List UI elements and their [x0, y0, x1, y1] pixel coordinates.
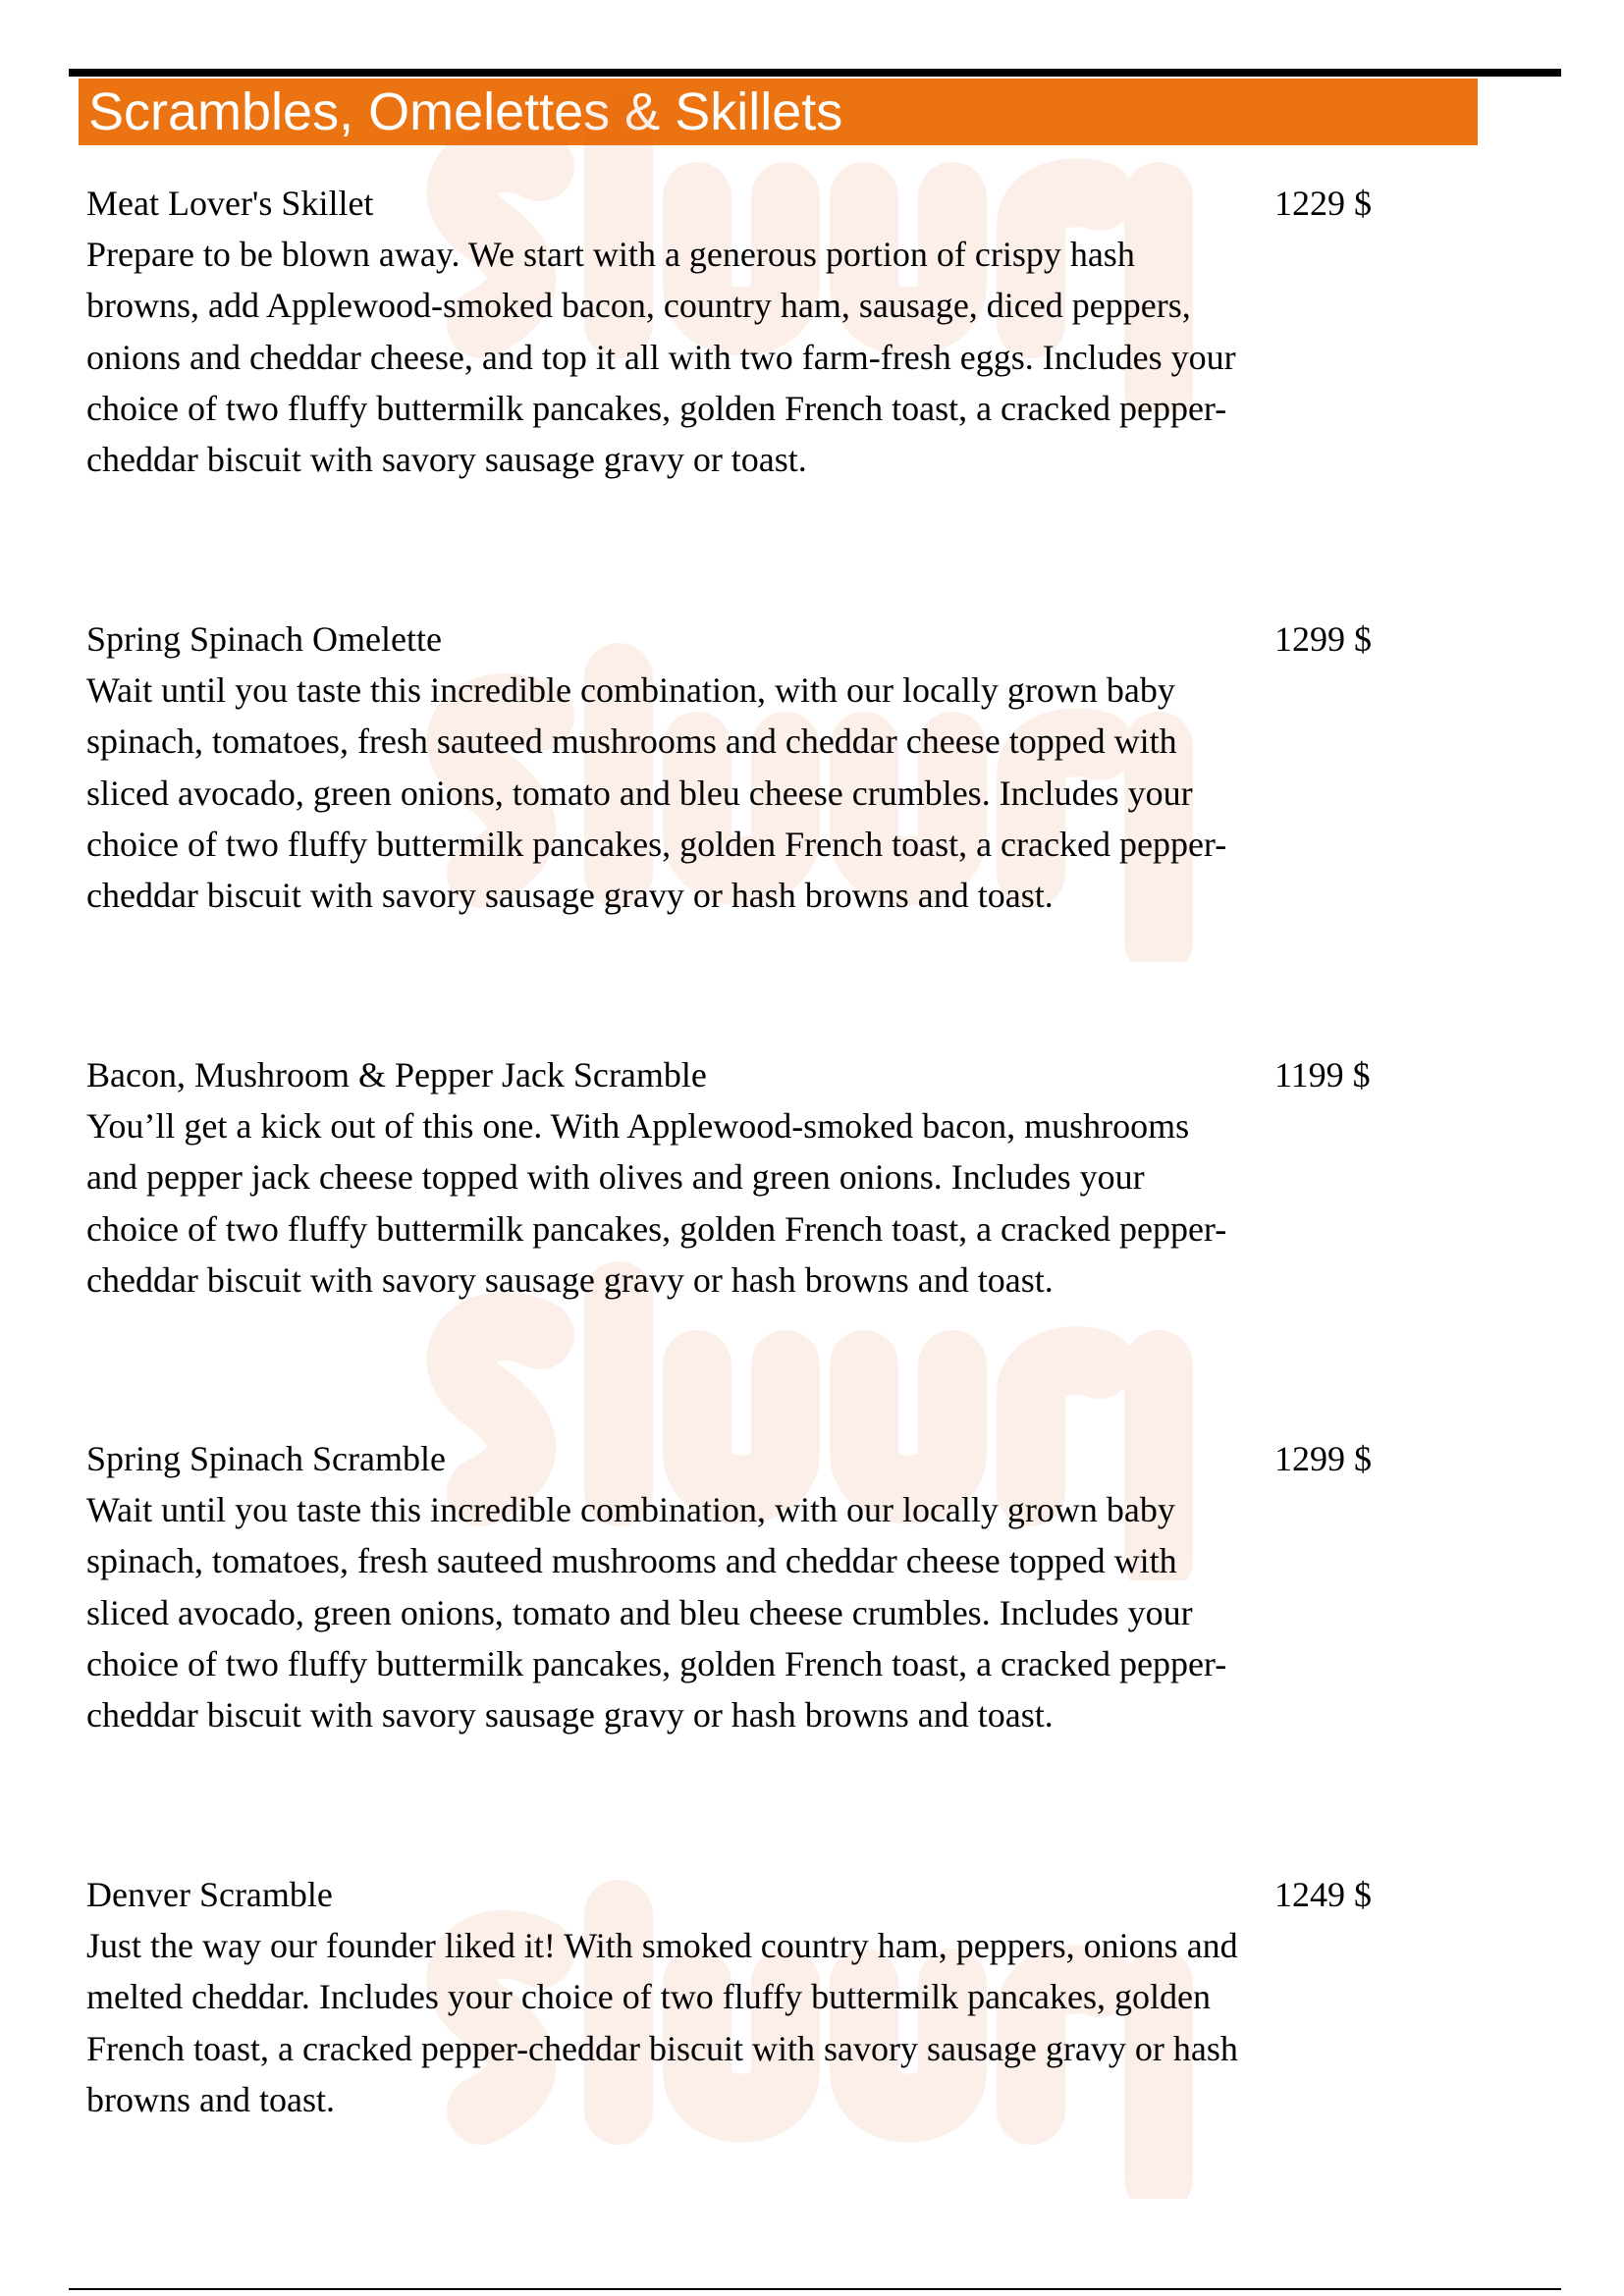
menu-item: [86, 614, 1441, 1049]
menu-item-name: Bacon, Mushroom & Pepper Jack Scramble: [86, 1055, 707, 1095]
menu-item-price: 1299 $: [1274, 619, 1372, 659]
menu-item: [86, 178, 1441, 614]
menu-item-description: Just the way our founder liked it! With smoked country ham, peppers, onions and melted cheddar. Includes your choice of two fluffy buttermilk pancakes, golden French toast, a cracked pepper-cheddar biscuit with savory sausage gravy or hash browns and toast.: [86, 1926, 1238, 2119]
bottom-rule: [69, 2288, 1561, 2290]
section-header: [79, 79, 1478, 145]
menu-item-name: Denver Scramble: [86, 1875, 333, 1914]
menu-item: [86, 1433, 1441, 1869]
menu-item-description: You’ll get a kick out of this one. With Applewood-smoked bacon, mushrooms and pepper jack cheese topped with olives and green onions. Includes your choice of two fluffy buttermilk pancakes, golden French toast, a cracked pepper-cheddar biscuit with savory sausage gravy or hash browns and toast.: [86, 1106, 1227, 1300]
menu-item-price: 1199 $: [1274, 1055, 1371, 1095]
menu-list: [86, 178, 1441, 2125]
menu-item-description: Wait until you taste this incredible combination, with our locally grown baby spinach, tomatoes, fresh sauteed mushrooms and cheddar cheese topped with sliced avocado, green onions, tomato and bleu cheese crumbles. Includes your choice of two fluffy buttermilk pancakes, golden French toast, a cracked pepper-cheddar biscuit with savory sausage gravy or hash browns and toast.: [86, 1490, 1227, 1735]
menu-item-description: Prepare to be blown away. We start with a generous portion of crispy hash browns, add Applewood-smoked bacon, country ham, sausage, diced peppers, onions and cheddar cheese, and top it all with two farm-fresh eggs. Includes your choice of two fluffy buttermilk pancakes, golden French toast, a cracked pepper-cheddar biscuit with savory sausage gravy or toast.: [86, 235, 1236, 480]
menu-item: [86, 1049, 1441, 1433]
menu-item-name: Spring Spinach Scramble: [86, 1439, 446, 1478]
menu-item-description: Wait until you taste this incredible combination, with our locally grown baby spinach, tomatoes, fresh sauteed mushrooms and cheddar cheese topped with sliced avocado, green onions, tomato and bleu cheese crumbles. Includes your choice of two fluffy buttermilk pancakes, golden French toast, a cracked pepper-cheddar biscuit with savory sausage gravy or hash browns and toast.: [86, 670, 1227, 916]
menu-item-price: 1229 $: [1274, 184, 1372, 223]
menu-item-name: Meat Lover's Skillet: [86, 184, 374, 223]
menu-item-price: 1249 $: [1274, 1875, 1372, 1914]
menu-item: [86, 1869, 1441, 2125]
section-title: Scrambles, Omelettes & Skillets: [88, 82, 843, 141]
top-rule: [69, 69, 1561, 77]
menu-item-name: Spring Spinach Omelette: [86, 619, 442, 659]
menu-item-price: 1299 $: [1274, 1439, 1372, 1478]
